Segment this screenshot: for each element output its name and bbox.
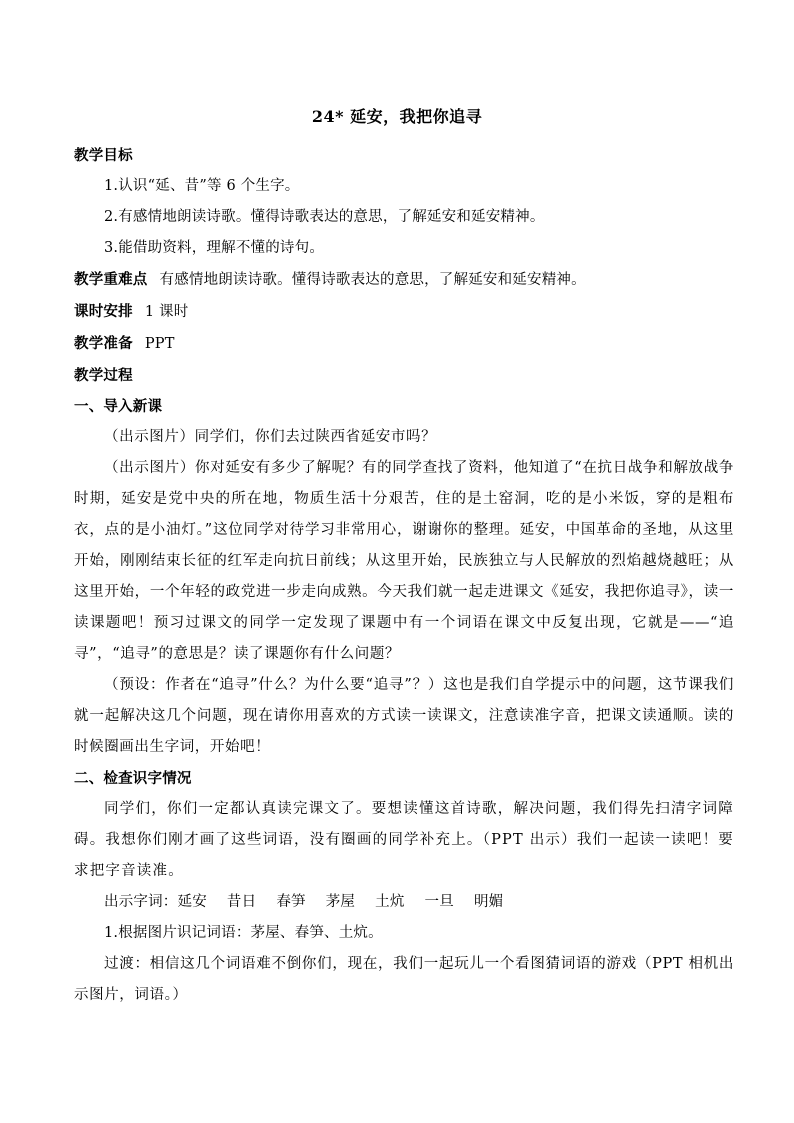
key-points-text: 有感情地朗读诗歌。懂得诗歌表达的意思，了解延安和延安精神。 [159, 272, 586, 288]
section-2-heading: 二、检查识字情况 [74, 770, 192, 787]
vocabulary-word: 明媚 [473, 894, 504, 910]
page-title: 24* 延安，我把你追寻 [311, 107, 483, 126]
section-2-transition: 过渡：相信这几个词语难不倒你们，现在，我们一起玩儿一个看图猜词语的游戏（PPT 相机出示图片，词语。） [74, 956, 734, 1003]
section-2-item-1: 1.根据图片识记词语：茅屋、春笋、土炕。 [104, 925, 383, 941]
objective-item-2: 2.有感情地朗读诗歌。懂得诗歌表达的意思，了解延安和延安精神。 [104, 209, 545, 225]
process-heading: 教学过程 [74, 367, 133, 384]
schedule-label: 课时安排 [74, 303, 133, 320]
section-1-heading: 一、导入新课 [74, 398, 163, 415]
vocabulary-word: 土炕 [375, 894, 405, 910]
vocabulary-word: 春笋 [276, 894, 306, 910]
vocabulary-word: 茅屋 [325, 894, 356, 910]
vocabulary-word: 延安 [177, 894, 207, 910]
preparation-row [74, 328, 734, 360]
objective-item-1: 1.认识“延、昔”等 6 个生字。 [104, 178, 300, 194]
schedule-text: 1 课时 [144, 304, 189, 320]
vocabulary-row [74, 887, 734, 918]
vocabulary-label: 出示字词： [104, 894, 178, 910]
vocabulary-word: 一旦 [424, 894, 454, 910]
objective-item-3: 3.能借助资料，理解不懂的诗句。 [104, 240, 325, 256]
objectives-heading: 教学目标 [74, 147, 133, 164]
vocabulary-word: 昔日 [226, 894, 257, 910]
preparation-label: 教学准备 [74, 335, 133, 352]
section-1-paragraph-2: （出示图片）你对延安有多少了解呢？有的同学查找了资料，他知道了“在抗日战争和解放战争时期，延安是党中央的所在地，物质生活十分艰苦，住的是土窑洞，吃的是小米饭，穿的是粗布衣，点的是小油灯。”这位同学对待学习非常用心，谢谢你的整理。延安，中国革命的圣地，从这里开始，刚刚结束长征的红军走向抗日前线；从这里开始，民族独立与人民解放的烈焰越烧越旺；从这里开始，一个年轻的政党进一步走向成熟。今天我们就一起走进课文《延安，我把你追寻》，读一读课题吧！预习过课文的同学一定发现了课题中有一个词语在课文中反复出现，它就是——“追寻”，“追寻”的意思是？读了课题你有什么问题？ [74, 460, 734, 662]
key-points-row [74, 264, 734, 296]
key-points-label: 教学重难点 [74, 271, 148, 288]
schedule-row [74, 296, 734, 328]
section-1-paragraph-3: （预设：作者在“追寻”什么？为什么要“追寻”？）这也是我们自学提示中的问题，这节课我们就一起解决这几个问题，现在请你用喜欢的方式读一读课文，注意读准字音，把课文读通顺。读的时候圈画出生字词，开始吧！ [74, 677, 734, 755]
preparation-text: PPT [144, 336, 175, 352]
lesson-plan-body [74, 140, 734, 1011]
section-1-paragraph-1: （出示图片）同学们，你们去过陕西省延安市吗？ [104, 429, 437, 445]
section-2-paragraph-1: 同学们，你们一定都认真读完课文了。要想读懂这首诗歌，解决问题，我们得先扫清字词障碍。我想你们刚才画了这些词语，没有圈画的同学补充上。（PPT 出示）我们一起读一读吧！要求把字音读准。 [74, 801, 734, 879]
